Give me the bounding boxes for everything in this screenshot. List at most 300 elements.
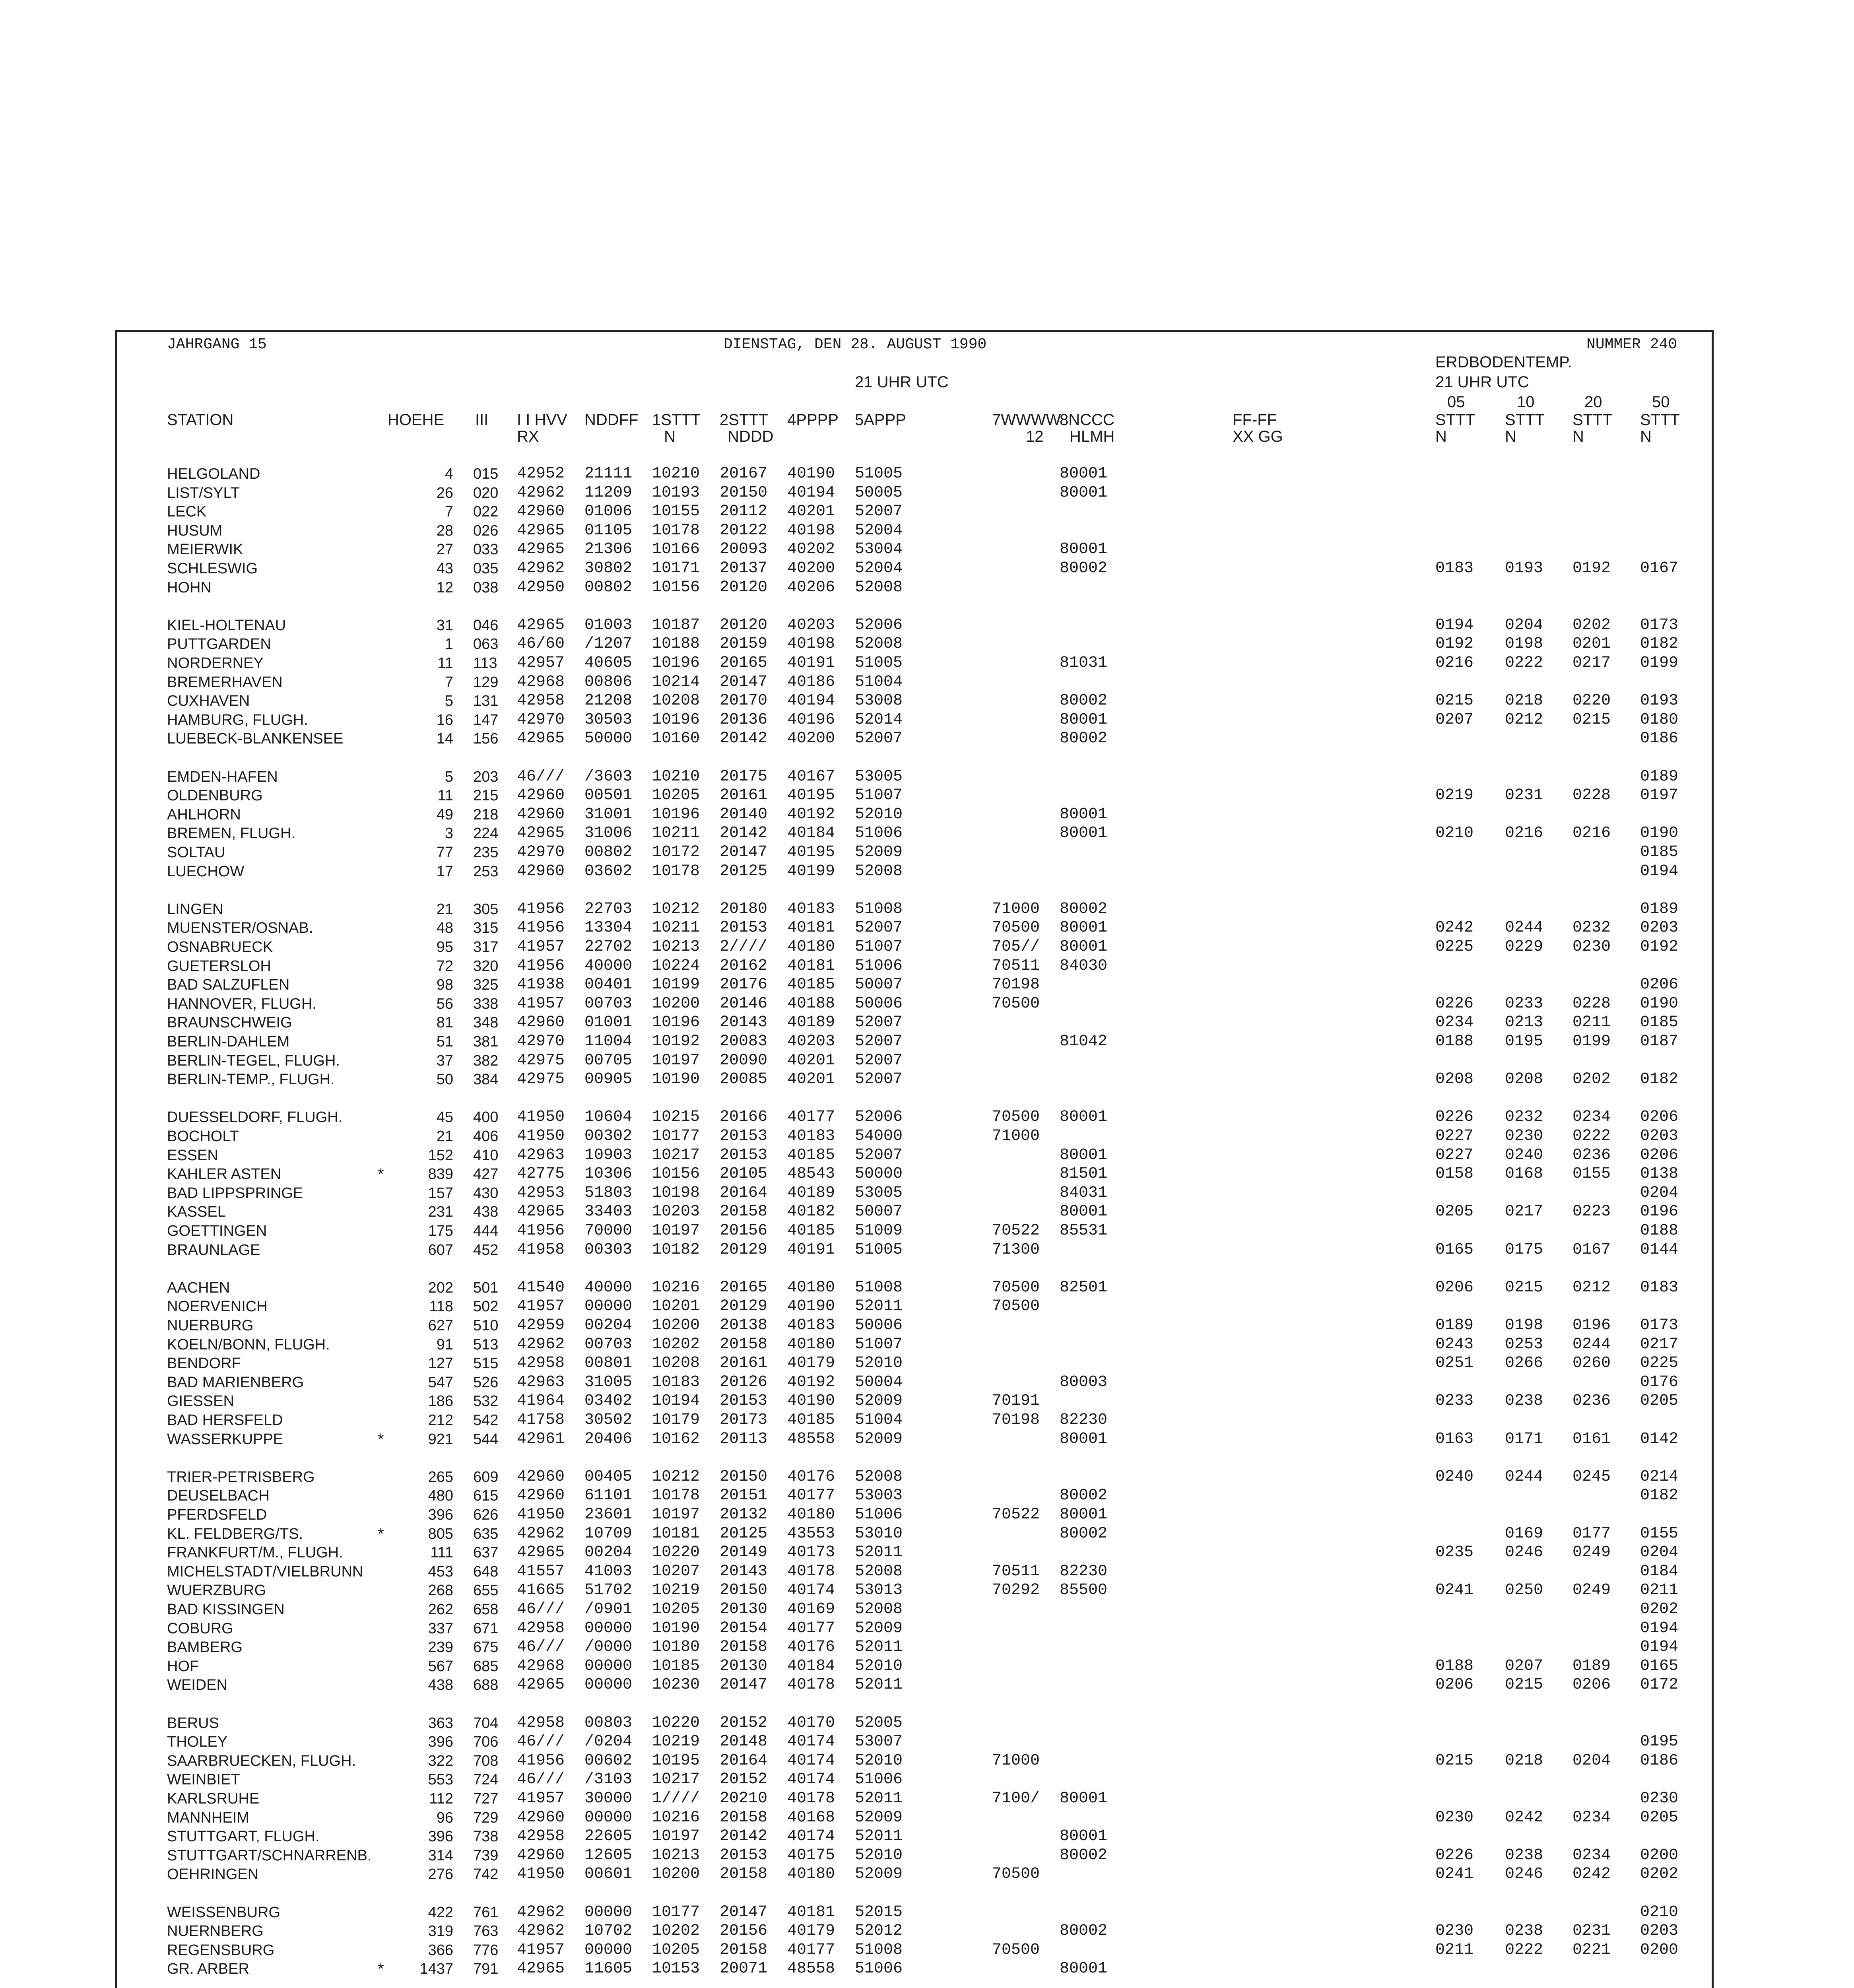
- synop-group: 52008: [855, 635, 903, 653]
- station-hoehe: 152: [428, 1147, 453, 1164]
- col-n-4: N: [1640, 428, 1652, 445]
- synop-group: 20165: [720, 654, 768, 672]
- synop-group: 42960: [517, 806, 565, 823]
- erdboden-value: 0231: [1505, 786, 1543, 804]
- synop-group: 10208: [652, 692, 700, 710]
- erdboden-value: 0238: [1505, 1922, 1543, 1940]
- synop-group: 70000: [584, 1222, 633, 1240]
- erdboden-value: 0201: [1573, 635, 1611, 653]
- synop-group: 51005: [855, 1241, 903, 1259]
- wwww-group: 70292: [992, 1581, 1040, 1599]
- station-name: BERUS: [167, 1715, 219, 1732]
- nccc-group: 80001: [1060, 1790, 1108, 1807]
- synop-group: 40192: [787, 1373, 835, 1391]
- erdboden-value: 0245: [1573, 1468, 1611, 1486]
- nccc-group: 80001: [1060, 824, 1108, 842]
- station-hoehe: 21: [436, 901, 453, 918]
- synop-group: 42962: [517, 1525, 565, 1543]
- erdboden-value: 0215: [1505, 1279, 1543, 1297]
- synop-group: 10190: [652, 1070, 700, 1088]
- synop-group: 00802: [584, 579, 633, 596]
- station-iii: 637: [473, 1544, 499, 1561]
- col-g5: 4PPPP: [787, 411, 839, 429]
- synop-group: 40189: [787, 1184, 835, 1202]
- synop-group: 22702: [584, 938, 633, 956]
- synop-group: 10162: [652, 1430, 700, 1448]
- erdboden-value: 0206: [1640, 1108, 1679, 1126]
- nccc-group: 80002: [1060, 1487, 1108, 1505]
- wwww-group: 70500: [992, 1279, 1040, 1297]
- station-iii: 532: [473, 1393, 499, 1409]
- synop-group: 01006: [584, 503, 633, 520]
- erdboden-value: 0138: [1640, 1165, 1679, 1183]
- synop-group: 42965: [517, 522, 565, 540]
- nccc-group: 80001: [1060, 711, 1108, 729]
- erdboden-value: 0243: [1435, 1336, 1474, 1353]
- synop-group: 20083: [720, 1033, 768, 1050]
- synop-group: 23601: [584, 1506, 633, 1524]
- erdboden-value: 0242: [1435, 919, 1474, 937]
- station-iii: 203: [473, 769, 499, 785]
- synop-group: 10216: [652, 1279, 700, 1297]
- erdboden-value: 0189: [1640, 768, 1679, 786]
- station-hoehe: 839: [428, 1166, 453, 1182]
- erdboden-value: 0222: [1573, 1127, 1611, 1145]
- synop-group: 10709: [584, 1525, 633, 1543]
- station-name: BREMEN, FLUGH.: [167, 825, 296, 842]
- synop-group: 52007: [855, 730, 903, 747]
- synop-group: 10200: [652, 1316, 700, 1334]
- synop-group: 20175: [720, 768, 768, 786]
- synop-group: 10190: [652, 1619, 700, 1637]
- synop-group: 40191: [787, 654, 835, 672]
- synop-group: 20150: [720, 1581, 768, 1599]
- synop-group: 20137: [720, 559, 768, 577]
- station-hoehe: 5: [445, 693, 453, 709]
- synop-group: 11605: [584, 1960, 633, 1978]
- synop-group: 40177: [787, 1619, 835, 1637]
- erdboden-value: 0234: [1573, 1809, 1611, 1827]
- synop-group: 51006: [855, 824, 903, 842]
- erdboden-value: 0226: [1435, 1846, 1474, 1864]
- synop-group: 00000: [584, 1297, 633, 1315]
- synop-group: 42958: [517, 1354, 565, 1372]
- erdboden-value: 0206: [1573, 1676, 1611, 1694]
- station-hoehe: 48: [436, 920, 453, 936]
- synop-group: 52004: [855, 522, 903, 540]
- erdboden-value: 0202: [1640, 1600, 1679, 1618]
- synop-group: 40000: [584, 1279, 633, 1297]
- synop-group: 40190: [787, 1297, 835, 1315]
- station-hoehe: 81: [436, 1014, 453, 1031]
- erdboden-value: 0236: [1573, 1392, 1611, 1410]
- synop-group: 51803: [584, 1184, 633, 1202]
- synop-group: 40196: [787, 711, 835, 729]
- synop-group: 40185: [787, 1146, 835, 1164]
- synop-group: 40191: [787, 1241, 835, 1259]
- bergstation-marker: *: [378, 1165, 384, 1183]
- synop-group: 42962: [517, 559, 565, 577]
- synop-group: 42975: [517, 1070, 565, 1088]
- synop-group: 20158: [720, 1203, 768, 1221]
- station-hoehe: 43: [436, 560, 453, 577]
- synop-group: 52009: [855, 843, 903, 861]
- station-iii: 410: [473, 1147, 499, 1164]
- synop-group: 52011: [855, 1638, 903, 1656]
- station-hoehe: 921: [428, 1431, 453, 1448]
- erdboden-value: 0232: [1573, 919, 1611, 937]
- synop-group: 42958: [517, 1827, 565, 1845]
- station-name: BAD MARIENBERG: [167, 1374, 304, 1391]
- synop-group: 40198: [787, 635, 835, 653]
- station-iii: 626: [473, 1507, 499, 1523]
- synop-group: 40202: [787, 540, 835, 558]
- erdboden-value: 0219: [1435, 786, 1474, 804]
- station-name: FRANKFURT/M., FLUGH.: [167, 1544, 343, 1561]
- synop-group: 52006: [855, 616, 903, 634]
- nccc-group: 80001: [1060, 484, 1108, 502]
- synop-group: 52007: [855, 1033, 903, 1050]
- synop-group: 2////: [720, 938, 768, 956]
- station-hoehe: 4: [445, 466, 453, 482]
- erdboden-value: 0205: [1435, 1203, 1474, 1221]
- station-iii: 381: [473, 1033, 499, 1050]
- erdboden-value: 0215: [1505, 1676, 1543, 1694]
- station-hoehe: 567: [428, 1658, 453, 1675]
- erdboden-value: 0234: [1435, 1013, 1474, 1031]
- wwww-group: 70198: [992, 1411, 1040, 1429]
- erdboden-value: 0192: [1640, 938, 1679, 956]
- synop-group: 10207: [652, 1563, 700, 1580]
- station-name: LECK: [167, 503, 207, 520]
- station-name: OLDENBURG: [167, 787, 263, 804]
- nccc-group: 82230: [1060, 1563, 1108, 1580]
- erdboden-value: 0202: [1573, 1070, 1611, 1088]
- station-hoehe: 396: [428, 1734, 453, 1750]
- erdboden-value: 0173: [1640, 1316, 1679, 1334]
- synop-group: 48543: [787, 1165, 835, 1183]
- synop-group: 20156: [720, 1222, 768, 1240]
- erdboden-value: 0210: [1435, 824, 1474, 842]
- synop-group: 10205: [652, 1941, 700, 1959]
- synop-group: 51008: [855, 900, 903, 918]
- erdboden-value: 0212: [1505, 711, 1543, 729]
- station-iii: 708: [473, 1753, 499, 1769]
- synop-group: 20129: [720, 1297, 768, 1315]
- synop-group: 42958: [517, 1619, 565, 1637]
- synop-group: 52010: [855, 1354, 903, 1372]
- synop-group: 40177: [787, 1941, 835, 1959]
- station-iii: 791: [473, 1961, 499, 1977]
- station-iii: 704: [473, 1715, 499, 1732]
- erdboden-value: 0230: [1573, 938, 1611, 956]
- synop-group: /1207: [584, 635, 633, 653]
- synop-group: 20406: [584, 1430, 633, 1448]
- station-hoehe: 805: [428, 1526, 453, 1542]
- erdboden-value: 0188: [1435, 1657, 1474, 1675]
- station-name: KOELN/BONN, FLUGH.: [167, 1336, 330, 1353]
- station-name: TRIER-PETRISBERG: [167, 1469, 315, 1485]
- erdboden-value: 0206: [1640, 976, 1679, 994]
- synop-group: 31005: [584, 1373, 633, 1391]
- synop-group: 20122: [720, 522, 768, 540]
- erdboden-value: 0242: [1573, 1865, 1611, 1883]
- synop-group: 10198: [652, 1184, 700, 1202]
- erdboden-value: 0176: [1640, 1373, 1679, 1391]
- synop-group: 10196: [652, 806, 700, 823]
- synop-group: 20125: [720, 1525, 768, 1543]
- synop-group: 40179: [787, 1922, 835, 1940]
- station-hoehe: 11: [437, 787, 453, 804]
- station-hoehe: 627: [428, 1317, 453, 1334]
- synop-group: 40176: [787, 1468, 835, 1486]
- synop-group: 20147: [720, 843, 768, 861]
- synop-group: 52010: [855, 1752, 903, 1770]
- synop-group: 10217: [652, 1146, 700, 1164]
- station-iii: 513: [473, 1336, 499, 1353]
- station-hoehe: 118: [429, 1298, 453, 1315]
- erdboden-value: 0182: [1640, 635, 1679, 653]
- erdboden-value: 0193: [1505, 559, 1543, 577]
- station-hoehe: 553: [428, 1771, 453, 1788]
- station-hoehe: 268: [428, 1582, 453, 1599]
- nccc-group: 81501: [1060, 1165, 1108, 1183]
- synop-group: 42952: [517, 465, 565, 483]
- wwww-group: 71000: [992, 1752, 1040, 1770]
- erdboden-value: 0186: [1640, 730, 1679, 747]
- station-hoehe: 112: [429, 1790, 453, 1807]
- synop-group: 42960: [517, 786, 565, 804]
- synop-group: 00405: [584, 1468, 633, 1486]
- synop-group: 22703: [584, 900, 633, 918]
- erdboden-value: 0203: [1640, 919, 1679, 937]
- synop-group: 10200: [652, 1865, 700, 1883]
- station-name: BERLIN-TEGEL, FLUGH.: [167, 1052, 340, 1069]
- station-iii: 675: [473, 1639, 499, 1656]
- erdboden-value: 0195: [1505, 1033, 1543, 1050]
- synop-group: 40605: [584, 654, 633, 672]
- jahrgang-label: JAHRGANG 15: [167, 336, 267, 353]
- synop-group: 40189: [787, 1013, 835, 1031]
- synop-group: 52006: [855, 1108, 903, 1126]
- synop-group: 10200: [652, 995, 700, 1013]
- synop-group: 20170: [720, 692, 768, 710]
- station-iii: 438: [473, 1204, 499, 1220]
- synop-group: 20159: [720, 635, 768, 653]
- erdboden-value: 0227: [1435, 1146, 1474, 1164]
- synop-group: 20130: [720, 1600, 768, 1618]
- synop-group: 00501: [584, 786, 633, 804]
- erdboden-value: 0207: [1505, 1657, 1543, 1675]
- synop-group: 10220: [652, 1714, 700, 1732]
- synop-group: 41950: [517, 1108, 565, 1126]
- synop-group: 00000: [584, 1619, 633, 1637]
- nccc-group: 80001: [1060, 938, 1108, 956]
- station-iii: 724: [473, 1771, 499, 1788]
- synop-group: 52009: [855, 1865, 903, 1883]
- erdboden-value: 0189: [1435, 1316, 1474, 1334]
- synop-group: 40179: [787, 1354, 835, 1372]
- synop-group: 20165: [720, 1279, 768, 1297]
- synop-group: 42965: [517, 616, 565, 634]
- erdboden-value: 0199: [1640, 654, 1679, 672]
- col-g1b: RX: [517, 428, 539, 445]
- station-hoehe: 14: [436, 730, 453, 747]
- station-hoehe: 453: [428, 1563, 453, 1580]
- station-hoehe: 276: [428, 1866, 453, 1883]
- erdboden-value: 0177: [1573, 1525, 1611, 1543]
- synop-group: 10219: [652, 1733, 700, 1751]
- synop-group: 00802: [584, 843, 633, 861]
- erdboden-time-label: 21 UHR UTC: [1435, 373, 1529, 391]
- synop-group: 50007: [855, 976, 903, 994]
- synop-group: 53004: [855, 540, 903, 558]
- station-name: WEIDEN: [167, 1677, 227, 1693]
- station-hoehe: 262: [428, 1601, 453, 1618]
- station-iii: 738: [473, 1828, 499, 1845]
- station-name: WEINBIET: [167, 1771, 240, 1788]
- synop-group: 40178: [787, 1676, 835, 1694]
- synop-group: 50007: [855, 1203, 903, 1221]
- wwww-group: 70191: [992, 1392, 1040, 1410]
- synop-group: 42965: [517, 1676, 565, 1694]
- synop-group: 42970: [517, 1033, 565, 1050]
- station-name: KL. FELDBERG/TS.: [167, 1526, 303, 1542]
- erdboden-value: 0203: [1640, 1922, 1679, 1940]
- synop-group: 46///: [517, 1638, 565, 1656]
- synop-group: 40206: [787, 579, 835, 596]
- synop-group: 20120: [720, 616, 768, 634]
- station-iii: 215: [473, 787, 499, 804]
- station-hoehe: 56: [436, 996, 453, 1012]
- erdboden-value: 0206: [1435, 1279, 1474, 1297]
- erdboden-value: 0171: [1505, 1430, 1543, 1448]
- station-name: ESSEN: [167, 1147, 218, 1164]
- synop-group: 52012: [855, 1922, 903, 1940]
- synop-group: 40186: [787, 673, 835, 691]
- station-iii: 382: [473, 1052, 499, 1069]
- nccc-group: 80001: [1060, 1960, 1108, 1978]
- synop-group: 42950: [517, 579, 565, 596]
- synop-group: 42953: [517, 1184, 565, 1202]
- synop-group: 00801: [584, 1354, 633, 1372]
- synop-group: 10196: [652, 654, 700, 672]
- synop-group: 20142: [720, 1827, 768, 1845]
- synop-group: 40177: [787, 1108, 835, 1126]
- synop-group: 42962: [517, 484, 565, 502]
- erdboden-value: 0188: [1640, 1222, 1679, 1240]
- synop-group: 10199: [652, 976, 700, 994]
- synop-group: 40203: [787, 616, 835, 634]
- synop-group: 52010: [855, 1846, 903, 1864]
- synop-group: 42975: [517, 1052, 565, 1070]
- synop-group: 52007: [855, 919, 903, 937]
- station-hoehe: 319: [428, 1923, 453, 1939]
- synop-group: 20152: [720, 1714, 768, 1732]
- station-hoehe: 3: [445, 825, 453, 842]
- station-iii: 325: [473, 977, 499, 993]
- synop-group: 42775: [517, 1165, 565, 1183]
- col-sttt-4: STTT: [1640, 411, 1680, 429]
- synop-group: 00000: [584, 1941, 633, 1959]
- station-iii: 761: [473, 1904, 499, 1921]
- synop-group: 40180: [787, 1506, 835, 1524]
- synop-group: 20093: [720, 540, 768, 558]
- wwww-group: 7100/: [992, 1790, 1040, 1807]
- station-hoehe: 239: [428, 1639, 453, 1656]
- synop-group: 20132: [720, 1506, 768, 1524]
- synop-group: 10196: [652, 1013, 700, 1031]
- synop-group: 40181: [787, 957, 835, 975]
- station-hoehe: 1: [445, 636, 453, 652]
- synop-group: 30503: [584, 711, 633, 729]
- erdboden-value: 0192: [1573, 559, 1611, 577]
- erdboden-value: 0216: [1435, 654, 1474, 672]
- nccc-group: 80001: [1060, 806, 1108, 823]
- synop-group: 20113: [720, 1430, 768, 1448]
- station-name: LUEBECK-BLANKENSEE: [167, 730, 344, 747]
- station-name: OSNABRUECK: [167, 939, 273, 955]
- synop-group: 52009: [855, 1430, 903, 1448]
- station-iii: 015: [473, 466, 499, 482]
- col-depth-50: 50: [1652, 393, 1670, 411]
- synop-group: 53005: [855, 1184, 903, 1202]
- erdboden-value: 0246: [1505, 1865, 1543, 1883]
- erdboden-value: 0266: [1505, 1354, 1543, 1372]
- station-name: WEISSENBURG: [167, 1904, 281, 1921]
- synop-group: 40174: [787, 1752, 835, 1770]
- synop-group: 10215: [652, 1108, 700, 1126]
- erdboden-value: 0197: [1640, 786, 1679, 804]
- station-iii: 609: [473, 1469, 499, 1485]
- erdboden-value: 0211: [1640, 1581, 1679, 1599]
- synop-group: 51006: [855, 1506, 903, 1524]
- erdboden-value: 0165: [1435, 1241, 1474, 1259]
- synop-group: 20148: [720, 1733, 768, 1751]
- synop-group: 20153: [720, 1146, 768, 1164]
- synop-group: 20161: [720, 1354, 768, 1372]
- synop-group: 41003: [584, 1563, 633, 1580]
- wwww-group: 70500: [992, 995, 1040, 1013]
- synop-group: 41956: [517, 957, 565, 975]
- synop-group: 11004: [584, 1033, 633, 1050]
- synop-group: 10306: [584, 1165, 633, 1183]
- synop-group: 41957: [517, 938, 565, 956]
- col-depth-05: 05: [1447, 393, 1465, 411]
- station-name: KAHLER ASTEN: [167, 1166, 281, 1182]
- erdboden-value: 0169: [1505, 1525, 1543, 1543]
- synop-group: 10183: [652, 1373, 700, 1391]
- station-name: NUERBURG: [167, 1317, 254, 1334]
- station-iii: 038: [473, 579, 499, 596]
- synop-group: 52008: [855, 579, 903, 596]
- erdboden-value: 0205: [1640, 1392, 1679, 1410]
- synop-group: 41956: [517, 1222, 565, 1240]
- synop-group: 42960: [517, 1809, 565, 1827]
- synop-group: 40174: [787, 1827, 835, 1845]
- station-iii: 063: [473, 636, 499, 652]
- synop-group: 40198: [787, 522, 835, 540]
- erdboden-value: 0250: [1505, 1581, 1543, 1599]
- station-name: BAD KISSINGEN: [167, 1601, 285, 1618]
- synop-group: 10177: [652, 1127, 700, 1145]
- synop-group: 00905: [584, 1070, 633, 1088]
- erdboden-value: 0213: [1505, 1013, 1543, 1031]
- synop-group: 40000: [584, 957, 633, 975]
- synop-group: 40180: [787, 1336, 835, 1353]
- station-iii: 739: [473, 1847, 499, 1864]
- synop-group: 40174: [787, 1581, 835, 1599]
